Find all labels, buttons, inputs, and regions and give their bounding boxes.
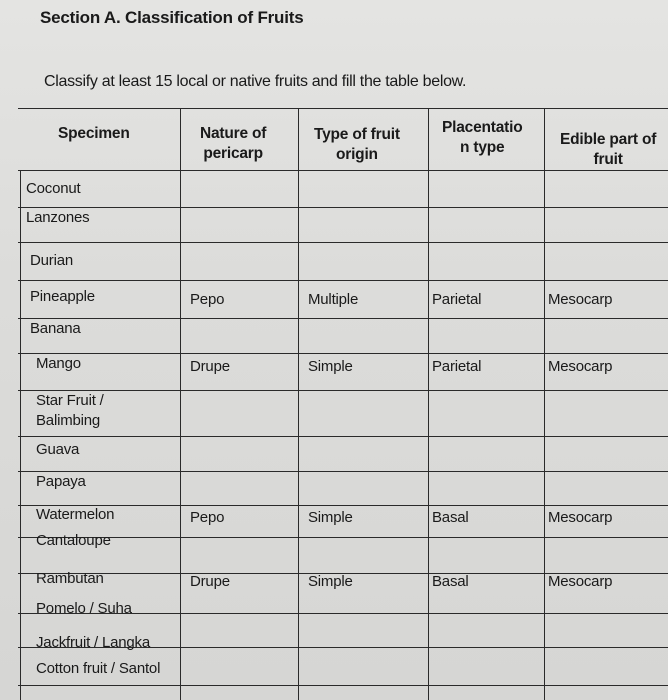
header-pericarp-line2: pericarp [203, 145, 263, 162]
header-pericarp-line1: Nature of [200, 125, 267, 142]
cell-specimen: Mango [36, 355, 81, 372]
cell-origin: Simple [308, 509, 353, 526]
column-divider [544, 108, 545, 700]
cell-specimen: Cotton fruit / Santol [36, 660, 161, 677]
cell-placentation: Parietal [432, 291, 482, 308]
row-divider [18, 242, 668, 243]
cell-edible: Mesocarp [548, 358, 613, 375]
cell-placentation: Basal [432, 573, 469, 590]
header-origin [314, 125, 400, 165]
cell-specimen: Jackfruit / Langka [36, 634, 150, 651]
cell-origin: Multiple [308, 291, 359, 308]
cell-placentation: Parietal [432, 358, 482, 375]
cell-specimen: Watermelon [36, 506, 115, 523]
header-placentation [442, 118, 523, 158]
cell-specimen: Pineapple [30, 288, 95, 305]
cell-edible: Mesocarp [548, 509, 613, 526]
cell-origin: Simple [308, 358, 353, 375]
header-placentation-line2: n type [460, 139, 505, 156]
cell-edible: Mesocarp [548, 291, 613, 308]
cell-edible: Mesocarp [548, 573, 613, 590]
header-edible-line1: Edible part of [560, 131, 657, 148]
cell-specimen: Banana [30, 320, 81, 337]
column-divider [298, 108, 299, 700]
row-divider [18, 390, 668, 391]
header-specimen: Specimen [58, 125, 130, 142]
row-divider [18, 207, 668, 208]
cell-specimen: Star Fruit / [36, 392, 104, 409]
cell-pericarp: Drupe [190, 358, 230, 375]
cell-specimen: Guava [36, 441, 80, 458]
row-divider [18, 505, 668, 506]
row-divider [18, 318, 668, 319]
cell-specimen-line2: Balimbing [36, 412, 101, 429]
header-pericarp [200, 124, 266, 164]
row-divider [18, 537, 668, 538]
header-origin-line2: origin [335, 146, 378, 163]
row-divider [18, 353, 668, 354]
cell-specimen: Durian [30, 252, 73, 269]
cell-specimen: Cantaloupe [36, 532, 111, 549]
column-divider [180, 108, 181, 700]
cell-pericarp: Pepo [190, 291, 225, 308]
cell-specimen: Rambutan [36, 570, 104, 587]
header-placentation-line1: Placentatio [442, 119, 523, 136]
section-title: Section A. Classification of Fruits [40, 8, 304, 27]
cell-specimen: Lanzones [26, 209, 90, 226]
cell-placentation: Basal [432, 509, 469, 526]
row-divider [18, 108, 668, 109]
cell-pericarp: Drupe [190, 573, 230, 590]
row-divider [18, 436, 668, 437]
row-divider [18, 280, 668, 281]
header-edible-line2: fruit [593, 151, 623, 168]
row-divider [18, 471, 668, 472]
header-edible [560, 130, 656, 170]
cell-specimen: Coconut [26, 180, 81, 197]
row-divider [18, 170, 668, 171]
cell-specimen: Pomelo / Suha [36, 600, 132, 617]
column-divider [428, 108, 429, 700]
cell-origin: Simple [308, 573, 353, 590]
instruction-text: Classify at least 15 local or native fruits and fill the table below. [44, 73, 467, 90]
row-divider [18, 685, 668, 686]
cell-specimen: Papaya [36, 473, 86, 490]
cell-pericarp: Pepo [190, 509, 225, 526]
header-origin-line1: Type of fruit [314, 126, 400, 143]
column-divider [20, 170, 21, 700]
fruit-classification-table [18, 108, 668, 700]
